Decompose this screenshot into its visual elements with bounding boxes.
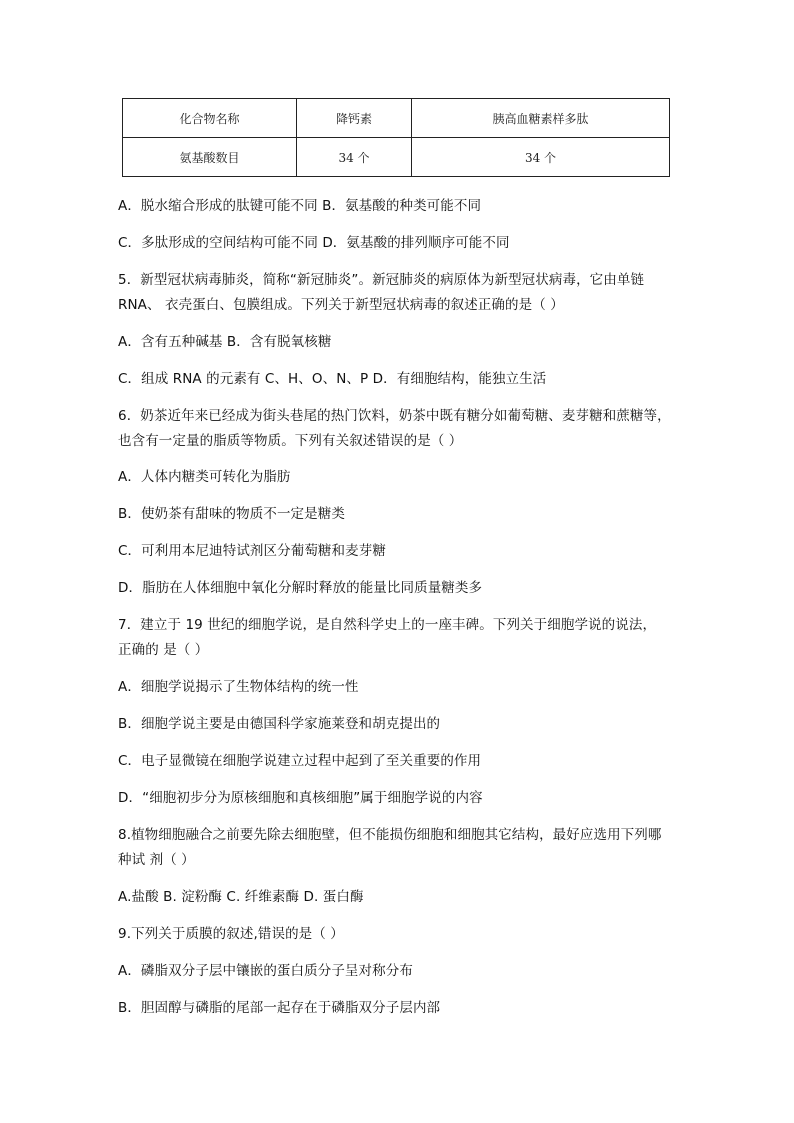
table-row [123, 138, 670, 177]
q5-options-ab: A．含有五种碱基 B．含有脱氧核糖 [118, 334, 332, 350]
q4-options-cd: C．多肽形成的空间结构可能不同 D．氨基酸的排列顺序可能不同 [118, 235, 510, 251]
table-header-row [123, 99, 670, 138]
q6-option-a: A．人体内糖类可转化为脂肪 [118, 469, 291, 485]
q7-option-c: C．电子显微镜在细胞学说建立过程中起到了至关重要的作用 [118, 753, 482, 769]
q6-option-c: C．可利用本尼迪特试剂区分葡萄糖和麦芽糖 [118, 543, 386, 559]
q5-stem-line1: 5．新型冠状病毒肺炎，简称“新冠肺炎”。新冠肺炎的病原体为新型冠状病毒，它由单链 [118, 272, 645, 288]
q9-option-a: A．磷脂双分子层中镶嵌的蛋白质分子呈对称分布 [118, 963, 413, 979]
compound-table [122, 98, 670, 177]
q7-option-d: D．“细胞初步分为原核细胞和真核细胞”属于细胞学说的内容 [118, 790, 483, 806]
q7-stem-line2: 正确的 是（ ） [118, 642, 209, 658]
q6-option-b: B．使奶茶有甜味的物质不一定是糖类 [118, 506, 345, 522]
q5-stem-line2: RNA、 衣壳蛋白、包膜组成。下列关于新型冠状病毒的叙述正确的是（ ） [118, 297, 564, 313]
q8-stem-line2: 种试 剂（ ） [118, 852, 195, 868]
table-cell: 降钙素 [297, 99, 412, 138]
table-cell: 氨基酸数目 [123, 138, 297, 177]
q7-option-a: A．细胞学说揭示了生物体结构的统一性 [118, 679, 359, 695]
q4-options-ab: A．脱水缩合形成的肽键可能不同 B．氨基酸的种类可能不同 [118, 198, 482, 214]
q8-options: A.盐酸 B. 淀粉酶 C. 纤维素酶 D. 蛋白酶 [118, 889, 364, 905]
q6-stem-line1: 6．奶茶近年来已经成为街头巷尾的热门饮料，奶茶中既有糖分如葡萄糖、麦芽糖和蔗糖等， [118, 408, 671, 424]
table-cell: 胰高血糖素样多肽 [412, 99, 670, 138]
q6-stem-line2: 也含有一定量的脂质等物质。下列有关叙述错误的是（ ） [118, 433, 463, 449]
table-cell: 34 个 [412, 138, 670, 177]
q9-option-b: B．胆固醇与磷脂的尾部一起存在于磷脂双分子层内部 [118, 1000, 441, 1016]
q6-option-d: D．脂肪在人体细胞中氧化分解时释放的能量比同质量糖类多 [118, 580, 483, 596]
q9-stem: 9.下列关于质膜的叙述,错误的是（ ） [118, 926, 344, 942]
table-cell: 化合物名称 [123, 99, 297, 138]
q7-stem-line1: 7．建立于 19 世纪的细胞学说，是自然科学史上的一座丰碑。下列关于细胞学说的说法， [118, 617, 657, 633]
q8-stem-line1: 8.植物细胞融合之前要先除去细胞壁，但不能损伤细胞和细胞其它结构，最好应选用下列哪 [118, 827, 662, 843]
q5-options-cd: C．组成 RNA 的元素有 C、H、O、N、P D．有细胞结构，能独立生活 [118, 371, 547, 387]
q7-option-b: B．细胞学说主要是由德国科学家施莱登和胡克提出的 [118, 716, 441, 732]
table-cell: 34 个 [297, 138, 412, 177]
